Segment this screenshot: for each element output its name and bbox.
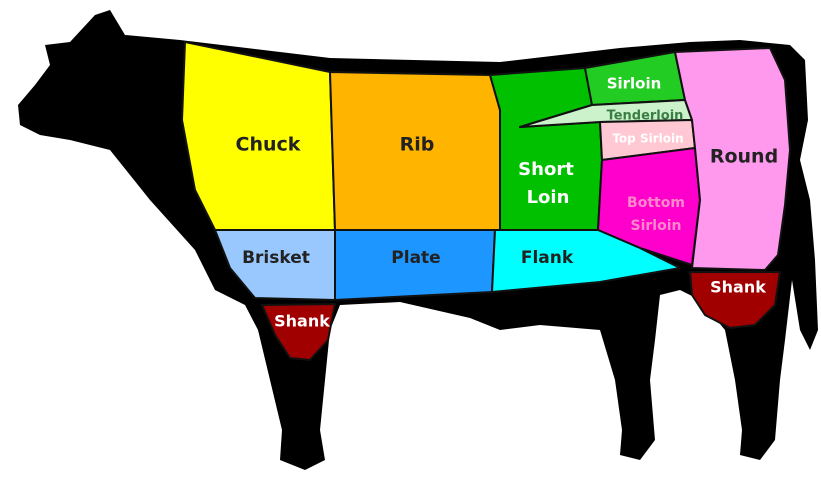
short-loin-label-line2: Loin (526, 187, 570, 208)
top-sirloin-label: Top Sirloin (612, 131, 684, 146)
plate-label: Plate (391, 248, 441, 268)
bottom-sirloin-label-line2: Sirloin (630, 218, 682, 234)
sirloin-label: Sirloin (606, 74, 662, 93)
rib-label: Rib (399, 133, 435, 156)
front-shank-label: Shank (274, 311, 330, 331)
short-loin-label-line1: Short (518, 159, 574, 180)
flank-label: Flank (520, 248, 574, 268)
chuck-label: Chuck (235, 133, 301, 156)
hind-shank-label: Shank (710, 277, 766, 297)
round-label: Round (709, 145, 779, 168)
bottom-sirloin-label-line1: Bottom (627, 195, 685, 211)
tenderloin-label: Tenderloin (606, 108, 684, 124)
brisket-label: Brisket (242, 248, 310, 268)
